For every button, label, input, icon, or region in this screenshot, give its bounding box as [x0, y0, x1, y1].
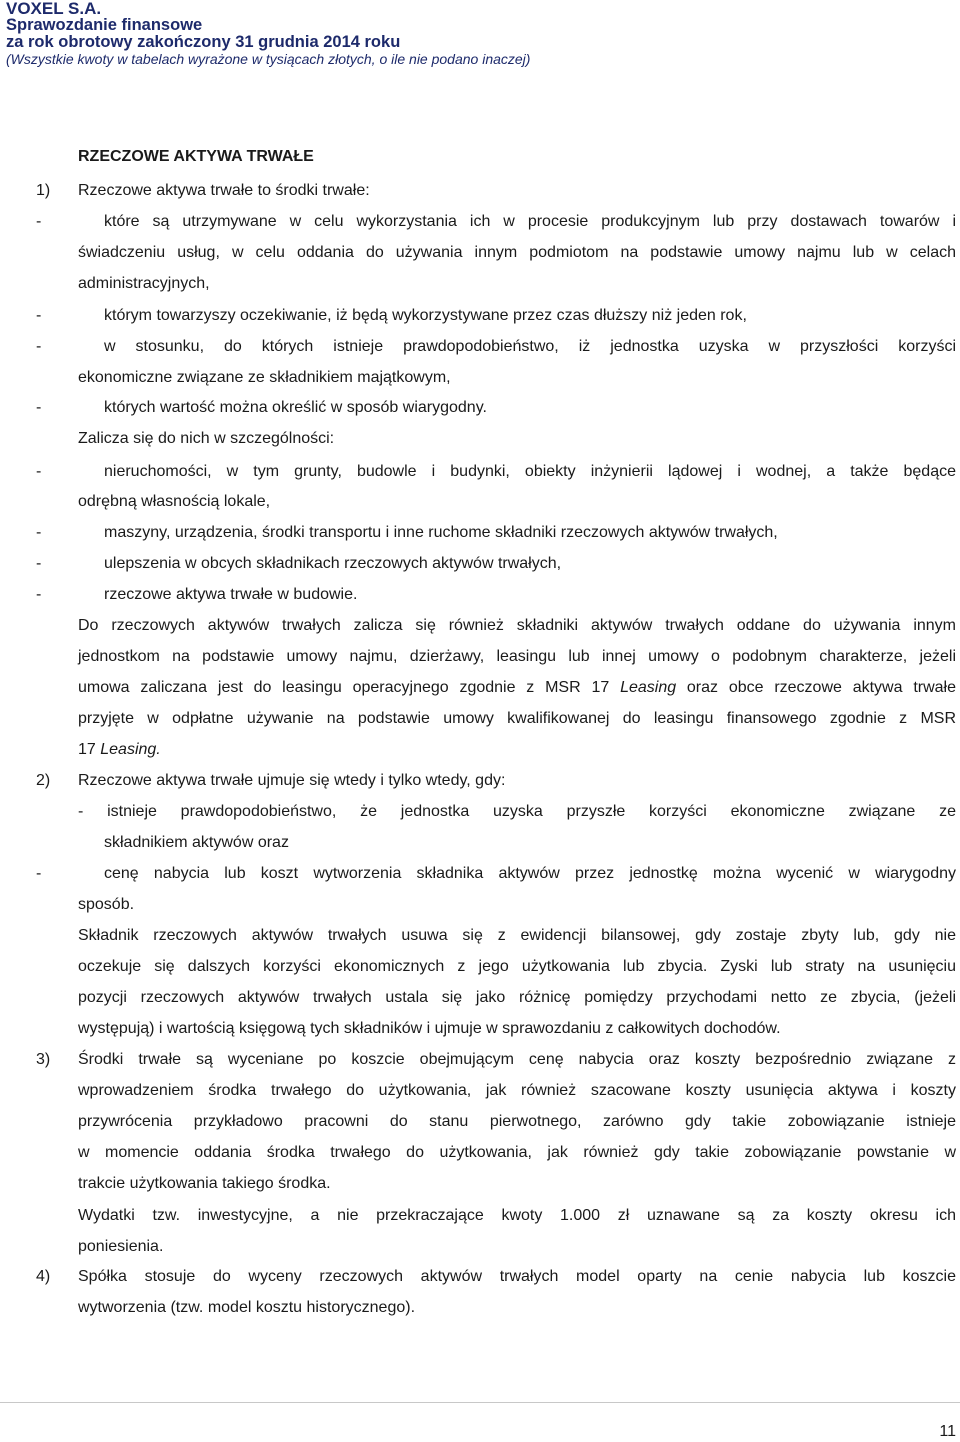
leasing-standard-name: Leasing.	[100, 741, 161, 758]
s1-paragraph-line-1: Do rzeczowych aktywów trwałych zalicza się również składniki aktywów trwałych oddane do używania innym	[78, 617, 956, 634]
s1-include-1-line-2: odrębną własnością lokale,	[78, 493, 271, 510]
s1-include-2: maszyny, urządzenia, środki transportu i inne ruchome składniki rzeczowych aktywów trwałych,	[104, 524, 778, 541]
leasing-standard-name: Leasing	[620, 679, 677, 696]
s1-includes-heading: Zalicza się do nich w szczególności:	[78, 430, 335, 447]
s2-removal-line-4: występują) i wartością księgową tych składników i ujmuje w sprawozdaniu z całkowitych dochodów.	[78, 1020, 781, 1037]
s1-include-4: rzeczowe aktywa trwałe w budowie.	[104, 586, 358, 603]
s3-line-1: Środki trwałe są wyceniane po koszcie obejmującym cenę nabycia oraz koszty bezpośrednio związane z	[78, 1051, 956, 1068]
s1-criterion-1-line-3: administracyjnych,	[78, 275, 210, 292]
s3-expenditure-line-2: poniesienia.	[78, 1238, 164, 1255]
s3-line-4: w momencie oddania środka trwałego do użytkowania, jak również gdy takie zobowiązanie powstanie w	[78, 1144, 956, 1161]
s3-line-3: przywrócenia przykładowo pracowni do stanu pierwotnego, zarówno gdy takie zobowiązanie istnieje	[78, 1113, 956, 1130]
s3-line-2: wprowadzeniem środka trwałego do użytkowania, jak również szacowane koszty usunięcia aktywa i koszty	[78, 1082, 956, 1099]
s1-criterion-1-line-2: świadczeniu usług, w celu oddania do używania innym podmiotom na podstawie umowy najmu lub w celach	[78, 244, 956, 261]
bullet-dash: -	[36, 213, 42, 230]
bullet-dash: -	[36, 555, 42, 572]
s1-paragraph-line-5-text: 17	[78, 741, 101, 758]
item-number-3: 3)	[36, 1051, 51, 1068]
s1-criterion-3-line-1: w stosunku, do których istnieje prawdopodobieństwo, iż jednostka uzyska w przyszłości korzyści	[104, 338, 956, 355]
s2-intro: Rzeczowe aktywa trwałe ujmuje się wtedy i tylko wtedy, gdy:	[78, 772, 506, 789]
s1-criterion-4: których wartość można określić w sposób wiarygodny.	[104, 399, 487, 416]
s1-criterion-2: którym towarzyszy oczekiwanie, iż będą wykorzystywane przez czas dłuższy niż jeden rok,	[104, 307, 747, 324]
bullet-dash: -	[36, 338, 42, 355]
s3-expenditure-line-1: Wydatki tzw. inwestycyjne, a nie przekraczające kwoty 1.000 zł uznawane są za koszty okresu ich	[78, 1207, 956, 1224]
s1-paragraph-line-3-text-a: umowa zaliczana jest do leasingu operacyjnego zgodnie z MSR 17	[78, 679, 621, 696]
item-number-4: 4)	[36, 1268, 51, 1285]
s2-condition-1-line-2: składnikiem aktywów oraz	[104, 834, 289, 851]
s2-removal-line-2: oczekuje się dalszych korzyści ekonomicznych z jego użytkowania lub zbycia. Zyski lub straty na usunięciu	[78, 958, 956, 975]
section-title: RZECZOWE AKTYWA TRWAŁE	[78, 148, 314, 165]
s1-intro: Rzeczowe aktywa trwałe to środki trwałe:	[78, 182, 370, 199]
bullet-dash: -	[36, 307, 42, 324]
s1-paragraph-line-4: przyjęte w odpłatne używanie na podstawie umowy kwalifikowanej do leasingu finansowego zgodnie z MSR	[78, 710, 956, 727]
bullet-dash: -	[36, 463, 42, 480]
s1-criterion-3-line-2: ekonomiczne związane ze składnikiem majątkowym,	[78, 369, 451, 386]
s1-include-3: ulepszenia w obcych składnikach rzeczowych aktywów trwałych,	[104, 555, 562, 572]
s1-paragraph-line-3	[78, 678, 956, 698]
s1-paragraph-line-5	[78, 740, 161, 760]
reporting-period: za rok obrotowy zakończony 31 grudnia 2014 roku	[6, 33, 401, 51]
footer-divider	[0, 1402, 960, 1403]
s2-condition-2-line-2: sposób.	[78, 896, 135, 913]
document-name: Sprawozdanie finansowe	[6, 16, 203, 34]
company-name: VOXEL S.A.	[6, 0, 102, 18]
bullet-dash: -	[36, 524, 42, 541]
page-number: 11	[939, 1423, 956, 1440]
item-number-2: 2)	[36, 772, 51, 789]
s4-line-1: Spółka stosuje do wyceny rzeczowych aktywów trwałych model oparty na cenie nabycia lub koszcie	[78, 1268, 956, 1285]
document-header	[6, 0, 530, 68]
amounts-note: (Wszystkie kwoty w tabelach wyrażone w tysiącach złotych, o ile nie podano inaczej)	[6, 51, 531, 67]
s2-condition-2-line-1: cenę nabycia lub koszt wytworzenia składnika aktywów przez jednostkę można wycenić w wiarygodny	[104, 865, 956, 882]
s3-line-5: trakcie użytkowania takiego środka.	[78, 1175, 331, 1192]
s1-include-1-line-1: nieruchomości, w tym grunty, budowle i budynki, obiekty inżynierii lądowej i wodnej, a także będące	[104, 463, 956, 480]
bullet-dash: -	[36, 865, 42, 882]
s1-criterion-1-line-1: które są utrzymywane w celu wykorzystania ich w procesie produkcyjnym lub przy dostawach towarów i	[104, 213, 956, 230]
s2-removal-line-3: pozycji rzeczowych aktywów trwałych ustala się jako różnicę pomiędzy przychodami netto ze zbycia, (jeżeli	[78, 989, 956, 1006]
item-number-1: 1)	[36, 182, 51, 199]
s2-removal-line-1: Składnik rzeczowych aktywów trwałych usuwa się z ewidencji bilansowej, gdy zostaje zbyty lub, gdy nie	[78, 927, 956, 944]
s1-paragraph-line-2: jednostkom na podstawie umowy najmu, dzierżawy, leasingu lub innej umowy o podobnym charakterze, jeżeli	[78, 648, 956, 665]
bullet-dash: -	[36, 399, 42, 416]
s4-line-2: wytworzenia (tzw. model kosztu historycznego).	[78, 1299, 416, 1316]
s2-condition-1-line-1: - istnieje prawdopodobieństwo, że jednostka uzyska przyszłe korzyści ekonomiczne związane ze	[78, 803, 956, 820]
bullet-dash: -	[36, 586, 42, 603]
s1-paragraph-line-3-text-b: oraz obce rzeczowe aktywa trwałe	[676, 679, 956, 696]
